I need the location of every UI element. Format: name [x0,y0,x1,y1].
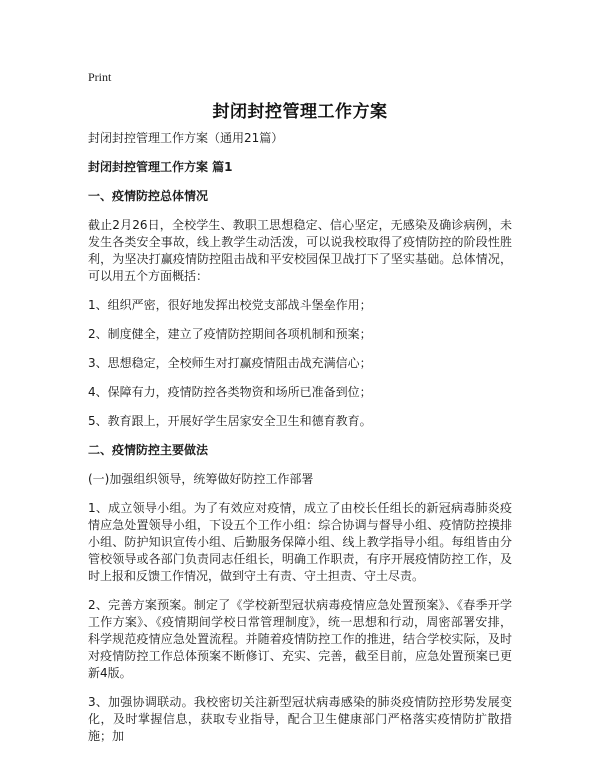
paragraph: 截止2月26日，全校学生、教职工思想稳定、信心坚定，无感染及确诊病例，未发生各类安全事故，线上教学生动活泼，可以说我校取得了疫情防控的阶段性胜利，为坚决打赢疫情防控阻击战和平安校园保卫战打下了坚实基础。总体情况，可以用五个方面概括： [88,218,512,283]
article-heading: 封闭封控管理工作方案 篇1 [88,160,233,174]
page-title: 封闭封控管理工作方案 [212,102,388,122]
section-heading: 二、疫情防控主要做法 [88,443,209,457]
paragraph: 3、加强协调联动。我校密切关注新型冠状病毒感染的肺炎疫情防控形势发展变化，及时掌握信息，获取专业指导，配合卫生健康部门严格落实疫情防扩散措施；加 [88,695,512,743]
section-heading: 一、疫情防控总体情况 [88,189,209,203]
list-item: 4、保障有力，疫情防控各类物资和场所已准备到位； [88,385,372,399]
list-item: 3、思想稳定，全校师生对打赢疫情阻击战充满信心； [88,356,372,370]
list-item: 1、组织严密，很好地发挥出校党支部战斗堡垒作用； [88,298,372,312]
document-body [88,130,512,757]
print-label[interactable]: Print [88,70,112,84]
document-subtitle: 封闭封控管理工作方案（通用21篇） [88,131,284,145]
sub-heading: (一)加强组织领导，统筹做好防控工作部署 [88,472,314,486]
list-item: 2、制度健全，建立了疫情防控期间各项机制和预案； [88,327,372,341]
paragraph: 1、成立领导小组。为了有效应对疫情，成立了由校长任组长的新冠病毒肺炎疫情应急处置领导小组，下设五个工作小组：综合协调与督导小组、疫情防控摸排小组、防护知识宣传小组、后勤服务保障小组、线上教学指导小组。每组皆由分管校领导或各部门负责同志任组长，明确工作职责，有序开展疫情防控工作，及时上报和反馈工作情况，做到守土有责、守土担责、守土尽责。 [88,501,512,583]
list-item: 5、教育跟上，开展好学生居家安全卫生和德育教育。 [88,414,372,428]
paragraph: 2、完善方案预案。制定了《学校新型冠状病毒疫情应急处置预案》、《春季开学工作方案》、《疫情期间学校日常管理制度》，统一思想和行动，周密部署安排，科学规范疫情应急处置流程。并随着疫情防控工作的推进，结合学校实际，及时对疫情防控工作总体预案不断修订、充实、完善，截至目前，应急处置预案已更新4版。 [88,598,512,680]
